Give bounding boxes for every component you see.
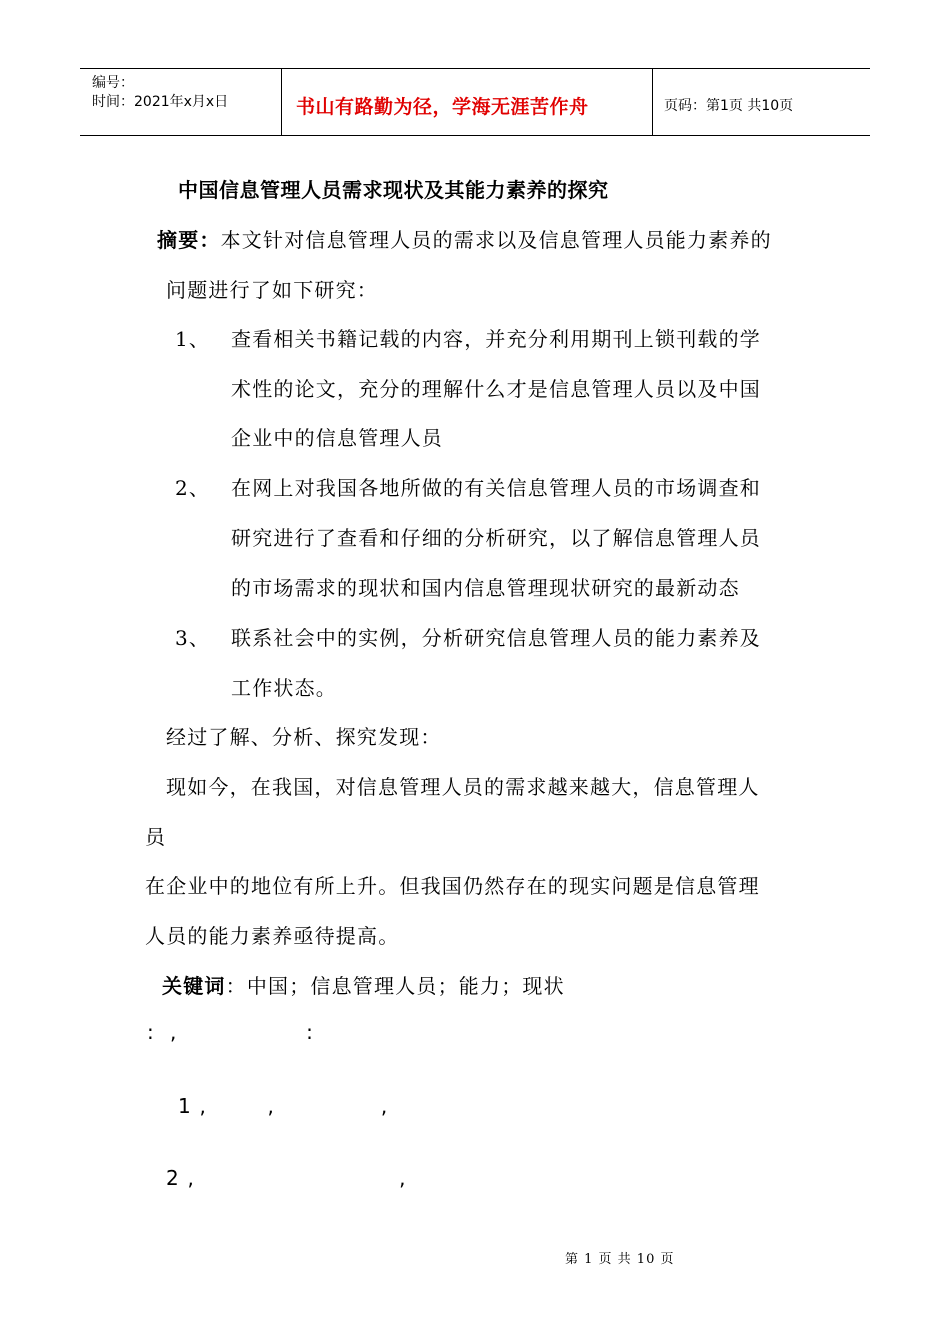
abstract-line-2: 问题进行了如下研究： — [166, 278, 378, 302]
keywords-label: 关键词 — [162, 974, 226, 998]
list-item-line: 的市场需求的现状和国内信息管理现状研究的最新动态 — [231, 576, 740, 600]
list-item-line: 查看相关书籍记载的内容，并充分利用期刊上锁刊载的学 — [231, 327, 761, 351]
finding-line-3: 在企业中的地位有所上升。但我国仍然存在的现实问题是信息管理 — [145, 874, 760, 898]
keywords-line — [162, 970, 565, 999]
list-item-line: 研究进行了查看和仔细的分析研究，以了解信息管理人员 — [231, 526, 761, 550]
page-footer: 第 1 页 共 10 页 — [565, 1252, 675, 1267]
list-item-line: 工作状态。 — [231, 676, 337, 700]
abstract-text-1: 本文针对信息管理人员的需求以及信息管理人员能力素养的 — [220, 228, 772, 252]
list-item-line: 在网上对我国各地所做的有关信息管理人员的市场调查和 — [231, 476, 761, 500]
header-divider-right — [652, 68, 653, 136]
keywords-value: 中国；信息管理人员；能力；现状 — [246, 974, 565, 998]
list-item-line: 企业中的信息管理人员 — [231, 426, 443, 450]
abstract-label: 摘要： — [157, 228, 221, 252]
abstract-line-1 — [157, 224, 772, 253]
list-item-line: 联系社会中的实例，分析研究信息管理人员的能力素养及 — [231, 626, 761, 650]
stray-punctuation-line: : , : — [147, 1020, 315, 1044]
document-title: 中国信息管理人员需求现状及其能力素养的探究 — [178, 178, 609, 202]
stray-punctuation-line: 1 , , , — [178, 1094, 389, 1118]
header-page-info: 页码：第1页 共10页 — [664, 98, 794, 114]
header-top-rule — [80, 68, 870, 69]
header-motto: 书山有路勤为径，学海无涯苦作舟 — [296, 96, 589, 118]
list-item-number: 1、 — [175, 327, 211, 351]
finding-line-4: 人员的能力素养亟待提高。 — [145, 924, 400, 948]
list-item-number: 3、 — [175, 626, 211, 650]
doc-date-label: 时间：2021年x月x日 — [92, 94, 229, 110]
list-item-line: 术性的论文，充分的理解什么才是信息管理人员以及中国 — [231, 377, 761, 401]
header-bottom-rule — [80, 135, 870, 136]
header-divider-left — [281, 68, 282, 136]
list-item-number: 2、 — [175, 476, 211, 500]
finding-line-1: 现如今，在我国，对信息管理人员的需求越来越大，信息管理人 — [166, 775, 760, 799]
finding-line-2: 员 — [145, 825, 167, 849]
keywords-colon: ： — [225, 974, 247, 998]
stray-punctuation-line: 2 , , — [166, 1166, 407, 1190]
doc-number-label: 编号： — [92, 75, 134, 91]
finding-intro: 经过了解、分析、探究发现： — [166, 725, 442, 749]
